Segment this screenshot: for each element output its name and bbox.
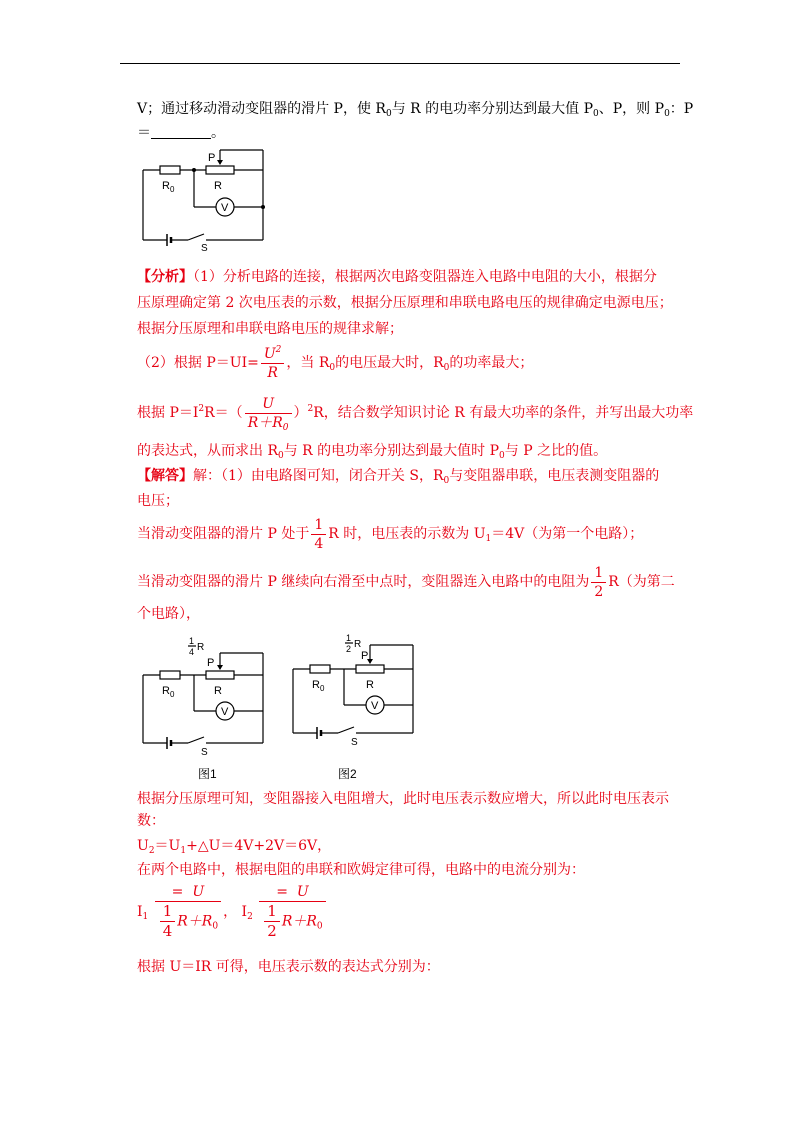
svg-text:P: P bbox=[207, 657, 215, 669]
intro-line-1: V；通过移动滑动变阻器的滑片 P，使 $R_0$与 R 的电功率分别达到最大值 $P_0$、P，则 $P_0$：P bbox=[137, 101, 694, 119]
voltmeter-icon: V bbox=[221, 706, 229, 718]
svg-text:0: 0 bbox=[170, 185, 175, 194]
svg-text:R: R bbox=[162, 685, 170, 697]
analysis-line-1: 【分析】（1）分析电路的连接，根据两次电路变阻器连入电路中电阻的大小，根据分 bbox=[137, 269, 657, 285]
answer-blank bbox=[151, 124, 211, 139]
svg-text:2: 2 bbox=[346, 644, 352, 654]
solution-line-4: 当滑动变阻器的滑片 P 继续向右滑至中点时，变阻器连入电路中的电阻为 $\frac{1}{2}$ R（为第二 bbox=[137, 564, 675, 600]
analysis-line-3: 根据分压原理和串联电路电压的规律求解； bbox=[137, 321, 403, 337]
solution-line-5: 个电路）， bbox=[137, 606, 200, 622]
svg-text:S: S bbox=[351, 737, 358, 748]
svg-text:1: 1 bbox=[346, 633, 352, 643]
r0-label: R bbox=[162, 180, 170, 192]
figure-1-caption: 图1 bbox=[198, 767, 217, 781]
svg-text:R: R bbox=[366, 679, 374, 691]
svg-text:P: P bbox=[361, 650, 369, 662]
analysis-line-5: 根据 $P=I^2R=$（ $\frac{U}{R+R_0}$ ）$^2$R，结合数学知识讨论 R 有最大功率的条件，并写出最大功率 bbox=[137, 395, 694, 433]
solution-line-1: 【解答】解：（1）由电路图可知，闭合开关 S，$R_0$与变阻器串联，电压表测变阻器的 bbox=[137, 468, 660, 486]
figure-1-circuit bbox=[138, 633, 273, 783]
solution-line-3: 当滑动变阻器的滑片 P 处于 $\frac{1}{4}$ R 时，电压表的示数为 $U_1=4V$（为第一个电路）； bbox=[137, 516, 644, 552]
figure-2-caption: 图2 bbox=[338, 767, 357, 781]
svg-text:R: R bbox=[197, 642, 205, 653]
after-line-1: 根据分压原理可知，变阻器接入电阻增大，此时电压表示数应增大，所以此时电压表示 bbox=[137, 791, 669, 807]
current-expressions: $I_1$ = U $\frac{1}{4}$ $R+R_0$ ， $I_2$ = U $\frac{1}{2}$ $R+R_0$ bbox=[137, 884, 328, 940]
svg-text:4: 4 bbox=[189, 647, 195, 657]
svg-text:1: 1 bbox=[189, 636, 195, 646]
solution-tag: 【解答】 bbox=[137, 468, 193, 484]
analysis-tag: 【分析】 bbox=[137, 269, 193, 285]
svg-text:S: S bbox=[201, 747, 208, 758]
slider-p-label: P bbox=[208, 152, 216, 164]
after-line-6: 根据 U＝IR 可得，电压表示数的表达式分别为： bbox=[137, 959, 440, 975]
svg-text:R: R bbox=[312, 679, 320, 691]
figure-2-circuit bbox=[288, 633, 423, 783]
svg-text:R: R bbox=[354, 639, 362, 650]
rheostat-r-label: R bbox=[214, 180, 222, 192]
analysis-line-6: 的表达式，从而求出 $R_0$与 R 的电功率分别达到最大值时 $P_0$与 P 之比的值。 bbox=[137, 443, 608, 461]
switch-s-label: S bbox=[201, 243, 208, 254]
intro-line-2: ＝ 。 bbox=[137, 125, 225, 141]
after-line-4: 在两个电路中，根据电阻的串联和欧姆定律可得，电路中的电流分别为： bbox=[137, 862, 585, 878]
header-rule bbox=[120, 63, 680, 64]
solution-line-2: 电压； bbox=[137, 493, 179, 509]
after-line-3: $U_2=U_1+\triangle U=4V+2V=6V$， bbox=[137, 838, 332, 856]
svg-text:R: R bbox=[214, 685, 222, 697]
analysis-line-2: 压原理确定第 2 次电压表的示数，根据分压原理和串联电路电压的规律确定电源电压； bbox=[137, 295, 673, 311]
voltmeter-icon: V bbox=[221, 202, 229, 214]
analysis-line-4: （2）根据 P＝UI= $\frac{U^2}{R}$ ，当 $R_0$的电压最大时，$R_0$的功率最大； bbox=[137, 344, 534, 381]
voltmeter-icon: V bbox=[371, 700, 379, 712]
svg-text:0: 0 bbox=[320, 684, 325, 693]
after-line-2: 数： bbox=[137, 813, 165, 829]
svg-text:0: 0 bbox=[170, 690, 175, 699]
main-circuit-diagram bbox=[138, 145, 273, 254]
